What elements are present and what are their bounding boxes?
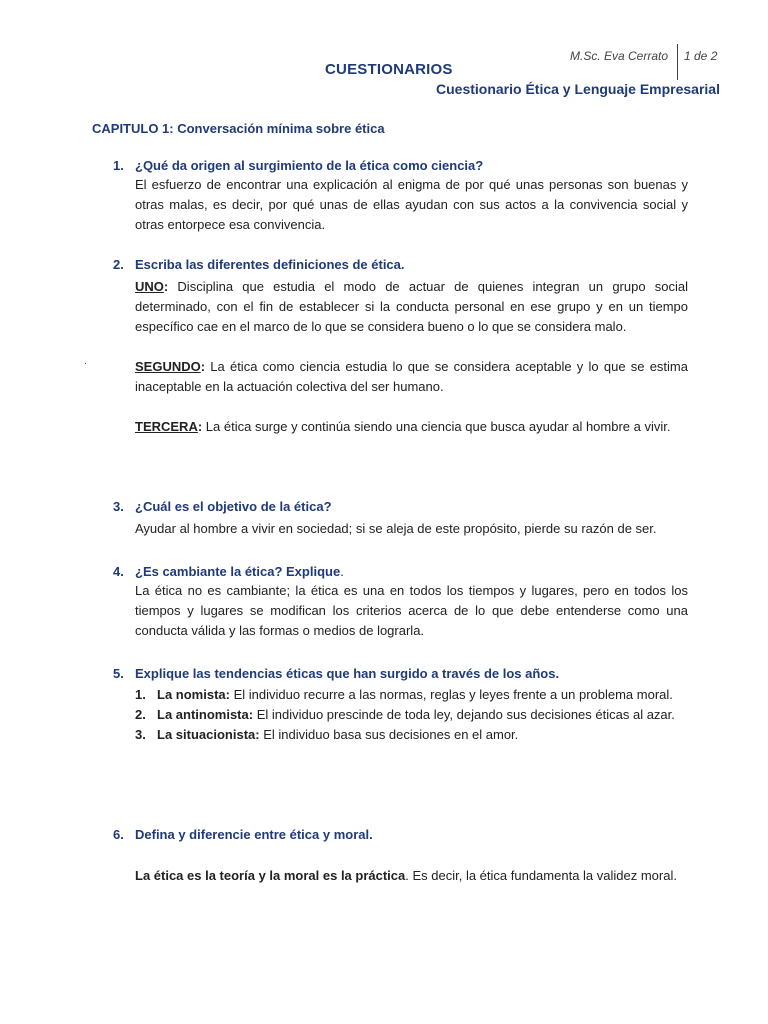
- definition-uno: UNO: Disciplina que estudia el modo de actuar de quienes integran un grupo social determinado, con el fin de establecer si la conducta personal en ese grupo y en un tiempo específico cae en el marco de lo que se considera bueno o lo que se considera malo.: [135, 279, 688, 334]
- question-number: 1.: [113, 158, 124, 173]
- question-2: [113, 256, 688, 437]
- definition-tag: TERCERA: [135, 419, 198, 434]
- page-number: 1 de 2: [684, 49, 718, 63]
- answer-text: [135, 519, 688, 539]
- question-heading: [113, 563, 688, 581]
- answer-text: [135, 866, 688, 886]
- definitions-list: [135, 277, 688, 437]
- answer-paragraph: El esfuerzo de encontrar una explicación al enigma de por qué unas personas son buenas y otras malas, es decir, por qué unas de ellas ayudan con sus actos a la convivencia social y otras entorpece esa convivencia.: [135, 177, 688, 232]
- question-heading: [113, 665, 688, 683]
- document-subtitle: Cuestionario Ética y Lenguaje Empresarial: [436, 81, 720, 97]
- question-title: Defina y diferencie entre ética y moral.: [135, 827, 373, 842]
- question-number: 3.: [113, 499, 124, 514]
- list-item: [135, 705, 688, 725]
- list-text: El individuo recurre a las normas, reglas y leyes frente a un problema moral.: [229, 687, 673, 702]
- definition-text: La ética como ciencia estudia lo que se considera aceptable y lo que se estima inaceptable en la actuación colectiva del ser humano.: [135, 359, 688, 394]
- list-text: El individuo basa sus decisiones en el amor.: [259, 727, 519, 742]
- definition-segundo: SEGUNDO: La ética como ciencia estudia lo que se considera aceptable y lo que se estima inaceptable en la actuación colectiva del ser humano.: [135, 359, 688, 394]
- list-text: El individuo prescinde de toda ley, dejando sus decisiones éticas al azar.: [253, 707, 675, 722]
- definition-tag: SEGUNDO: [135, 359, 201, 374]
- question-title: ¿Es cambiante la ética? Explique.: [135, 564, 344, 579]
- question-number: 4.: [113, 564, 124, 579]
- answer-paragraph: Ayudar al hombre a vivir en sociedad; si se aleja de este propósito, pierde su razón de ser.: [135, 521, 657, 536]
- definition-text: Disciplina que estudia el modo de actuar de quienes integran un grupo social determinado, con el fin de establecer si la conducta personal en ese grupo y en un tiempo específico cae en el marco de lo que se considera bueno o lo que se considera malo.: [135, 279, 688, 334]
- question-3: [113, 498, 688, 539]
- definition-tag: UNO: [135, 279, 164, 294]
- answer-lead: La ética es la teoría y la moral es la práctica: [135, 868, 406, 883]
- question-heading: [113, 256, 688, 274]
- tendencies-list: [135, 685, 688, 745]
- question-6: [113, 826, 688, 886]
- chapter-heading: CAPITULO 1: Conversación mínima sobre ética: [92, 121, 385, 136]
- question-heading: [113, 157, 688, 175]
- header-divider: [677, 44, 678, 80]
- answer-rest: . Es decir, la ética fundamenta la validez moral.: [405, 868, 677, 883]
- answer-paragraph: [135, 866, 688, 886]
- answer-text: [135, 175, 688, 235]
- question-number: 2.: [113, 257, 124, 272]
- question-number: 6.: [113, 827, 124, 842]
- list-item: [135, 685, 688, 705]
- list-number: 3.: [135, 727, 146, 742]
- list-label: La antinomista:: [157, 707, 254, 722]
- list-number: 1.: [135, 687, 146, 702]
- question-1: [113, 157, 688, 235]
- document-title: CUESTIONARIOS: [325, 61, 453, 78]
- answer-text: [135, 581, 688, 641]
- question-title: Escriba las diferentes definiciones de ética.: [135, 257, 405, 272]
- question-title: ¿Qué da origen al surgimiento de la ética como ciencia?: [135, 158, 484, 173]
- definition-tercera: TERCERA: La ética surge y continúa siendo una ciencia que busca ayudar al hombre a vivir.: [135, 419, 671, 434]
- author-name: M.Sc. Eva Cerrato: [570, 49, 669, 63]
- stray-mark: .: [84, 356, 87, 367]
- question-heading: [113, 826, 688, 844]
- question-heading: [113, 498, 688, 516]
- definition-text: La ética surge y continúa siendo una ciencia que busca ayudar al hombre a vivir.: [202, 419, 671, 434]
- question-5: [113, 665, 688, 745]
- question-number: 5.: [113, 666, 124, 681]
- question-title: ¿Cuál es el objetivo de la ética?: [135, 499, 332, 514]
- list-number: 2.: [135, 707, 146, 722]
- sub-list: [135, 685, 688, 745]
- list-label: La situacionista:: [157, 727, 260, 742]
- question-title: Explique las tendencias éticas que han surgido a través de los años.: [135, 666, 560, 681]
- question-4: [113, 563, 688, 641]
- list-label: La nomista:: [157, 687, 230, 702]
- list-item: [135, 725, 688, 745]
- answer-paragraph: La ética no es cambiante; la ética es una en todos los tiempos y lugares, pero en todos los tiempos y lugares se modifican los criterios acerca de lo que debe entenderse como una conducta válida y las formas o medios de lograrla.: [135, 583, 688, 638]
